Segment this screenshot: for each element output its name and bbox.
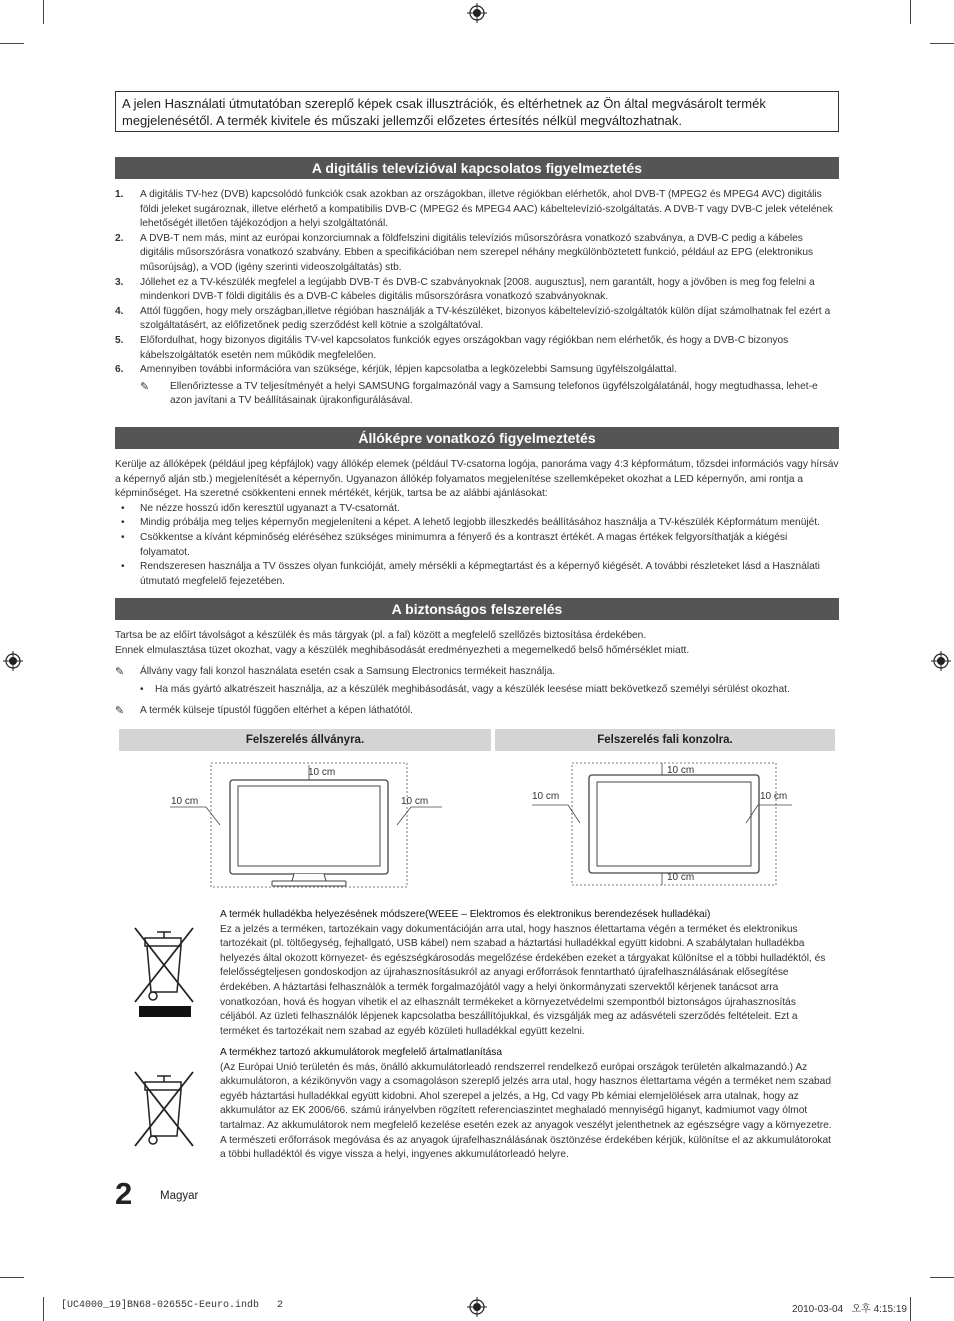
clearance-bottom-label: 10 cm xyxy=(667,872,695,883)
section-heading-still-image: Állóképre vonatkozó figyelmeztetés xyxy=(115,427,839,449)
weee-disposal-info xyxy=(220,908,832,1039)
list-item: • Ha más gyártó alkatrészeit használja, az a készülék meghibásodását, vagy a készülék leesése miatt bekövetkező személyi sérülést okozhat. xyxy=(140,683,790,695)
safe-installation-text xyxy=(115,629,839,719)
registration-mark-icon xyxy=(931,651,951,671)
battery-body: (Az Európai Unió területén és más, önálló akkumulátorleadó rendszerrel rendelkező európai országok területén alkalmazandó.) Az akkumulátoron, a kézikönyvön vagy a csomagoláson szereplő jelzés arra utal, hogy hasznos élettartama végén a terméket nem szabad egyéb háztartási hulladékkal együtt kidobni. Ahol szerepel a jelzés, a Hg, Cd vagy Pb kémiai elemjelölések arra utalnak, hogy az akkumulátor az EK 2006/66. számú irányelvben rögzített referenciaszintet meghaladó mennyiségű higanyt, kadmiumot vagy ólmot tartalmaz. Az akkumulátorok nem megfelelő kezelése esetén ezek az anyagok veszélyt jelenthetnek az egészségre vagy a környezetre. A természeti erőforrások megóvása és az anyagok újrafelhasználásának ösztönzése érdekében kérjük, különítse el az akkumulátorokat a többi hulladéktól és vigye vissza a helyi, ingyenes akkumulátorleadó helyre. xyxy=(220,1061,832,1161)
wall-installation-heading: Felszerelés fali konzolra. xyxy=(495,729,835,751)
note: ✎ A termék külseje típustól függően eltérhet a képen láthatótól. xyxy=(115,705,413,718)
tv-outline-icon xyxy=(230,780,388,886)
crop-mark xyxy=(930,1277,954,1278)
crop-mark xyxy=(43,0,44,24)
digital-tv-warning-list xyxy=(115,188,839,409)
note-pencil-icon: ✎ xyxy=(140,380,150,393)
clearance-left-label: 10 cm xyxy=(171,796,199,807)
note: ✎ Ellenőriztesse a TV teljesítményét a helyi SAMSUNG forgalmazónál vagy a Samsung telefonos ügyfélszolgálatánál, hogy megtudhassa, lehet-e azon javítani a TV beállításainak újrakonfigurálásával. xyxy=(140,380,818,407)
clearance-right-label: 10 cm xyxy=(760,791,788,802)
print-timestamp: 2010-03-04 오후 4:15:19 xyxy=(792,1304,907,1315)
list-item: • Mindig próbálja meg teljes képernyőn megjeleníteni a képet. A lehető legjobb illeszkedés beállításához használja a TV-készülék Képformátum menüjét. xyxy=(121,517,820,529)
battery-title: A termékhez tartozó akkumulátorok megfelelő ártalmatlanítása xyxy=(220,1047,502,1058)
weee-title: A termék hulladékba helyezésének módszere(WEEE – Elektromos és elektronikus berendezések hulladékai) xyxy=(220,909,711,920)
registration-mark-icon xyxy=(3,651,23,671)
note: ✎ Állvány vagy fali konzol használata esetén csak a Samsung Electronics termékeit használja. xyxy=(115,666,556,679)
installation-intro: Tartsa be az előírt távolságot a készülék és más tárgyak (pl. a fal) között a megfelelő szellőzés biztosítása érdekében. xyxy=(115,630,647,641)
list-item: • Rendszeresen használja a TV összes olyan funkcióját, amely mérsékli a képmegtartást és a képernyő kiégését. A további részleteket lásd a Használati útmutató megfelelő fejezetében. xyxy=(121,561,820,587)
list-item: 6. Amennyiben további információra van szüksége, kérjük, lépjen kapcsolatba a legközelebbi Samsung ügyfélszolgálattal. xyxy=(115,364,677,376)
crop-mark xyxy=(910,0,911,24)
crop-mark xyxy=(0,1277,24,1278)
list-item: 4. Attól függően, hogy mely országban,illetve régióban használják a TV-készüléket, bizonyos kábeltelevízió-szolgáltatók külön díjat számolhatnak fel ezért a szolgáltatásért, az előfizetőnek pedig szerződést kell kötnie a szolgáltatóval. xyxy=(115,305,831,332)
page-number: 2 xyxy=(115,1176,133,1211)
battery-disposal-info xyxy=(220,1046,832,1163)
list-item: 1. A digitális TV-hez (DVB) kapcsolódó funkciók csak azokban az országokban, illetve régiókban elérhetők, ahol DVB-T (MPEG2 és MPEG4 AVC) digitális földi jeleket sugároznak, illetve elérhető a kompatibilis DVB-C (MPEG2 és MPEG4 AAC) kábeltelevízió-szolgáltatás. A DVB-T vagy DVB-C jelek vételének lehetőségét illetően tájékozódjon a helyi szolgáltatónál. xyxy=(115,189,833,230)
crop-mark xyxy=(910,1297,911,1321)
weee-body: Ez a jelzés a terméken, tartozékain vagy dokumentációján arra utal, hogy hasznos élettartama végén a terméket és elektronikus tartozékait (pl. töltőegység, fejhallgató, USB kábel) nem szabad a háztartási hulladékkal együtt kidobni. A szabálytalan hulladékba helyezés által okozott környezet- és egészségkárosodás megelőzése érdekében ezeket a tárgyakat különítse el a többi hulladéktól, és felelősségteljesen gondoskodjon az újrahasznosításukról az anyagi erőforrások fenntartható újrafelhasználásának elősegítése érdekében. A háztartási felhasználók a termék forgalmazójától vagy a helyi önkormányzati szervektől kérjenek tanácsot arra vonatkozóan, hová és hogyan vihetik el az elhasznált termékeket a környezetvédelmi szempontból biztonságos újrahasznosítás céljából. Az üzleti felhasználók lépjenek kapcsolatba beszállítójukkal, és vizsgálják meg az adásvételi szerződés feltételeit. Ezt a terméket és tartozékait nem szabad az egyéb közületi hulladékkal együtt kezelni. xyxy=(220,923,826,1037)
crossed-out-battery-bin-icon xyxy=(131,1068,197,1158)
note-pencil-icon: ✎ xyxy=(115,666,125,679)
still-image-intro: Kerülje az állóképek (például jpeg képfájlok) vagy állókép elemek (például TV-csatorna logója, panoráma vagy 4:3 képformátum, tőzsdei információs vagy hírsáv a képernyő alján stb.) megjelenítését a képernyőn. Ugyanazon állókép folyamatos megjelenítése szellemképeket okozhat a LED képernyőn, ami rontja a képminőséget. Ha szeretné csökkenteni ennek mértékét, kérjük, tartsa be az alábbi ajánlásokat: xyxy=(115,459,839,500)
registration-mark-icon xyxy=(467,3,487,23)
section-heading-safe-installation: A biztonságos felszerelés xyxy=(115,598,839,620)
crossed-out-wheelie-bin-icon xyxy=(131,924,197,1018)
clearance-left-label: 10 cm xyxy=(532,791,560,802)
tv-outline-icon xyxy=(589,775,759,873)
illustration-notice: A jelen Használati útmutatóban szereplő képek csak illusztrációk, és eltérhetnek az Ön által megvásárolt termék megjelenésétől. A termék kivitele és műszaki jellemzői előzetes értesítés nélkül megváltozhatnak. xyxy=(115,91,839,132)
list-item: • Csökkentse a kívánt képminőség eléréséhez szükséges minimumra a fényerő és a kontraszt értékét. A magas értékek felgyorsíthatják a kiégési folyamatot. xyxy=(121,531,788,558)
registration-mark-icon xyxy=(467,1297,487,1317)
section-heading-digital-tv: A digitális televízióval kapcsolatos figyelmeztetés xyxy=(115,157,839,179)
list-item: 2. A DVB-T nem más, mint az európai konzorciumnak a földfelszini digitális televíziós műsorszórásra vonatkozó szabványa, a DVB-C pedig a kábeles digitális műsorszórásra vonatkozó szabvány. Ebben a specifikációban nem szerepel néhány megkülönböztetett funkció, például az EPG (elektronikus műsorújság), a VOD (igény szerinti videoszolgáltatás) stb. xyxy=(115,232,814,273)
crop-mark xyxy=(930,43,954,44)
list-item: 5. Előfordulhat, hogy bizonyos digitális TV-vel kapcsolatos funkciók egyes országokban vagy régiókban nem elérhetők, és hogy a DVB-C bizonyos kábelszolgáltatók esetén nem működik megfelelően. xyxy=(115,334,789,361)
clearance-top-label: 10 cm xyxy=(308,767,336,778)
clearance-right-label: 10 cm xyxy=(401,796,429,807)
crop-mark xyxy=(0,43,24,44)
clearance-top-label: 10 cm xyxy=(667,765,695,776)
crop-mark xyxy=(43,1297,44,1321)
list-item: • Ne nézze hosszú időn keresztül ugyanazt a TV-csatornát. xyxy=(121,502,400,514)
print-file-name: [UC4000_19]BN68-02655C-Eeuro.indb 2 xyxy=(61,1300,284,1311)
installation-warning: Ennek elmulasztása tüzet okozhat, vagy a készülék meghibásodását eredményezheti a megemelkedő belső hőmérséklet miatt. xyxy=(115,644,690,656)
list-item: 3. Jóllehet ez a TV-készülék megfelel a legújabb DVB-T és DVB-C szabványoknak [2008. augusztus], nem garantált, hogy a jövőben is meg fog felelni a mindenkori DVB-T földi digitális és a DVB-C kábeles digitális műsorszórásra vonatkozó szabványoknak. xyxy=(115,276,815,303)
note-pencil-icon: ✎ xyxy=(115,705,125,718)
language-label: Magyar xyxy=(160,1190,199,1202)
still-image-warning xyxy=(115,458,839,589)
stand-installation-heading: Felszerelés állványra. xyxy=(119,729,491,751)
